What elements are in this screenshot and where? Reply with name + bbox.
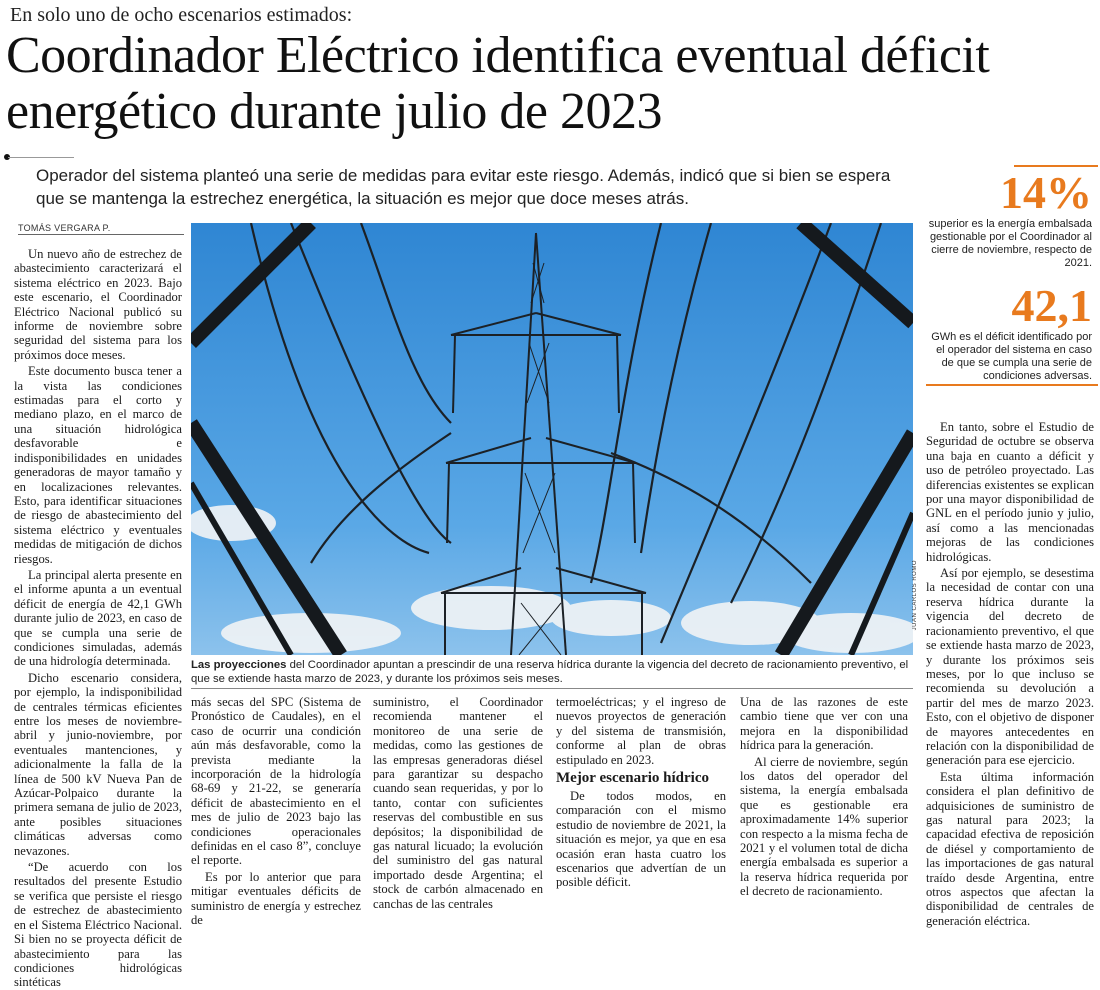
- byline: TOMÁS VERGARA P.: [18, 223, 111, 233]
- paragraph: De todos modos, en comparación con el mismo estudio de noviembre de 2021, la situación es mejor, ya que en esa ocasión eran hasta cuatro los escenarios que advertían de un posible déficit.: [556, 789, 726, 890]
- deck: Operador del sistema planteó una serie de medidas para evitar este riesgo. Además, indicó que si bien se espera que se mantenga la estrechez energética, la situación es mejor que doce meses atrás.: [36, 166, 891, 208]
- column-6: [926, 420, 1094, 928]
- paragraph: Esta última información considera el plan definitivo de adquisiciones de suministro de gas natural para 2023; la capacidad efectiva de reposición de diésel y comportamiento de las importaciones de gas natural traído desde Argentina, entre otros aspectos que afectan la disponibilidad de centrales de generación eléctrica.: [926, 769, 1094, 928]
- photo-caption: [191, 658, 911, 686]
- caption-lead: Las proyecciones: [191, 659, 287, 671]
- paragraph: Un nuevo año de estrechez de abastecimiento caracterizará el sistema eléctrico en 2023. Bajo este escenario, el Coordinador Eléctrico Nacional publicó su informe de noviembre sobre seguridad del sistema para los próximos doce meses.: [14, 247, 182, 362]
- subheading: Mejor escenario hídrico: [556, 770, 710, 787]
- column-3: [373, 695, 543, 911]
- stat-box-1: [922, 167, 1092, 270]
- paragraph: La principal alerta presente en el informe apunta a un eventual déficit de energía de 42,1 GWh durante julio de 2023, en caso de que se cumpla una serie de condiciones simuladas, además de una hidrología determinada.: [14, 567, 182, 669]
- byline-rule: [18, 234, 184, 235]
- paragraph: En tanto, sobre el Estudio de Seguridad de octubre se observa una baja en cuanto a déficit y uso de petróleo proyectado. Las diferencias existentes se explican por una mayor disponibilidad de GNL en el período junio y julio, así como a las mencionadas mejoras de las condiciones hidrológicas.: [926, 420, 1094, 564]
- column-1: [14, 247, 182, 990]
- stat-number: 42,1: [1011, 280, 1092, 331]
- paragraph: “De acuerdo con los resultados del presente Estudio se verifica que persiste el riesgo de estrechez de abastecimiento en el Sistema Eléctrico Nacional. Si bien no se proyecta déficit de abastecimiento para las condiciones hidrológicas sintéticas: [14, 860, 182, 990]
- paragraph: más secas del SPC (Sistema de Pronóstico de Caudales), en el caso de ocurrir una condición aún más desfavorable, como la prevista mediante la incorporación de la hidrología 68-69 y 21-22, se generaría déficit de abastecimiento en el mes de julio de 2023 bajo las condiciones operacionales definidas en el caso 8”, concluye el reporte.: [191, 695, 361, 868]
- stat-number: 14%: [1000, 167, 1092, 218]
- caption-rule: [191, 688, 913, 689]
- column-4: [556, 695, 726, 890]
- transmission-tower-photo: [191, 223, 913, 655]
- caption-text: del Coordinador apuntan a prescindir de una reserva hídrica durante la vigencia del decreto de racionamiento preventivo, el que se extiende hasta marzo de 2023, y durante los próximos seis meses.: [191, 659, 909, 685]
- paragraph: Así por ejemplo, se desestima la necesidad de contar con una reserva hídrica durante la vigencia del decreto de racionamiento preventivo, el que se extiende hasta marzo de 2023, y durante los próximos seis meses, por lo que incluso se recomienda su devolución a partir del mes de marzo 2023. Esto, con el objetivo de disponer de mayores antecedentes en relación con la disponibilidad de generación para ese ejercicio.: [926, 566, 1094, 768]
- photo-credit: JUAN CARLOS ROMO: [912, 560, 918, 631]
- paragraph: Es por lo anterior que para mitigar eventuales déficits de suministro de energía y estrechez de: [191, 869, 361, 928]
- paragraph: Al cierre de noviembre, según los datos del operador del sistema, la energía embalsada que es gestionable era aproximadamente 14% superior con respecto a la misma fecha de 2021 y el volumen total de dicha energía embalsada es superior a la reserva hídrica requerida por el decreto de racionamiento.: [740, 754, 908, 899]
- kicker: En solo uno de ocho escenarios estimados:: [10, 4, 353, 26]
- headline-rule: [8, 157, 74, 158]
- headline: Coordinador Eléctrico identifica eventual déficit energético durante julio de 2023: [6, 27, 990, 140]
- paragraph: Una de las razones de este cambio tiene que ver con una mejora en la disponibilidad hídrica para la generación.: [740, 695, 908, 753]
- column-2: [191, 695, 361, 928]
- paragraph: Dicho escenario considera, por ejemplo, la indisponibilidad de centrales térmicas eficientes entre los meses de noviembre-abril y junio-noviembre, por eventuales mantenciones, y adicionalmente la falla de la línea de 500 kV Nueva Pan de Azúcar-Polpaico durante la primera semana de julio de 2023, ante posibles situaciones climáticas adversas como nevazones.: [14, 670, 182, 858]
- orange-rule-bottom: [926, 384, 1098, 386]
- photo-illustration: [191, 223, 913, 655]
- stat-text: superior es la energía embalsada gestionable por el Coordinador al cierre de noviembre, respecto de 2021.: [928, 218, 1092, 269]
- stat-box-2: [922, 280, 1092, 383]
- paragraph: suministro, el Coordinador recomienda mantener el monitoreo de una serie de medidas, como las gestiones de las empresas generadoras diésel para garantizar su despacho cuando sean requeridas, y por lo tanto, contar con suficientes reservas del combustible en sus depósitos; la disponibilidad de gas natural licuado; la evolución del suministro del gas natural importado desde Argentina; el stock de carbón almacenado en canchas de las centrales: [373, 695, 543, 911]
- column-5: [740, 695, 908, 899]
- paragraph: termoeléctricas; y el ingreso de nuevos proyectos de generación y del sistema de transmisión, conforme al plan de obras estipulado en 2023.: [556, 695, 726, 767]
- stat-text: GWh es el déficit identificado por el operador del sistema en caso de que se cumpla una serie de condiciones adversas.: [931, 331, 1092, 382]
- paragraph: Este documento busca tener a la vista las condiciones estimadas para el corto y mediano plazo, en el marco de una situación hidrológica desfavorable e indisponibilidades en unidades generadoras de mayor tamaño y en localizaciones relevantes. Esto, para identificar situaciones de riesgo de abastecimiento del sistema eléctrico y eventuales medidas de mitigación de dichos riesgos.: [14, 364, 182, 566]
